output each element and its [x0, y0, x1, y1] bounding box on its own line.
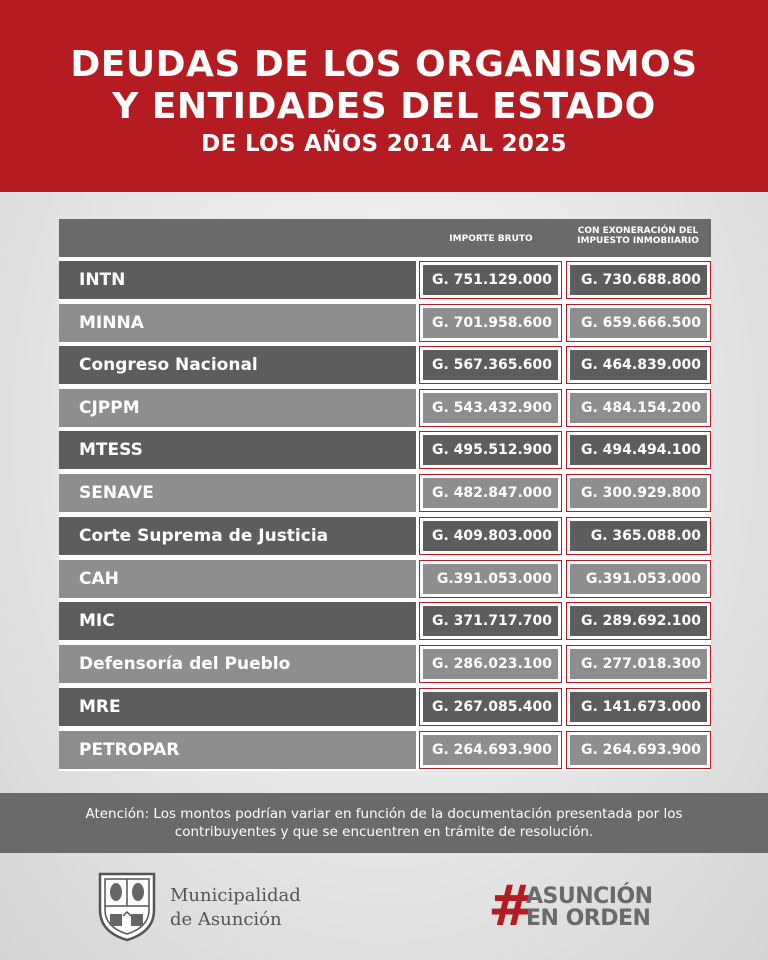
importe-bruto-value: G. 567.365.600	[423, 350, 558, 380]
exoneracion-cell	[566, 304, 711, 342]
importe-bruto-value: G. 495.512.900	[423, 435, 558, 465]
column-header-importe-bruto: IMPORTE BRUTO	[449, 234, 533, 244]
exoneracion-cell	[566, 645, 711, 683]
page-title-line1: DEUDAS DE LOS ORGANISMOS	[70, 44, 698, 85]
importe-bruto-cell	[419, 645, 562, 683]
importe-bruto-value: G. 286.023.100	[423, 649, 558, 679]
entity-name: MINNA	[59, 304, 416, 342]
exoneracion-cell	[566, 731, 711, 769]
exoneracion-value: G. 659.666.500	[570, 308, 707, 338]
importe-bruto-value: G. 482.847.000	[423, 478, 558, 508]
entity-name: INTN	[59, 261, 416, 299]
exoneracion-cell	[566, 346, 711, 384]
importe-bruto-cell	[419, 261, 562, 299]
coat-of-arms-icon	[96, 870, 158, 942]
exoneracion-value: G. 494.494.100	[570, 435, 707, 465]
importe-bruto-value: G. 264.693.900	[423, 735, 558, 765]
municipalidad-logo	[96, 870, 316, 945]
importe-bruto-cell	[419, 474, 562, 512]
entity-name: Defensoría del Pueblo	[59, 645, 416, 683]
exoneracion-cell	[566, 474, 711, 512]
exoneracion-value: G.391.053.000	[570, 564, 707, 594]
importe-bruto-value: G. 751.129.000	[423, 265, 558, 295]
table-row	[59, 261, 711, 299]
exoneracion-value: G. 365.088.00	[570, 521, 707, 551]
disclaimer-line2: contribuyentes y que se encuentren en trámite de resolución.	[174, 824, 594, 840]
header-banner	[0, 0, 768, 192]
importe-bruto-cell	[419, 389, 562, 427]
importe-bruto-cell	[419, 602, 562, 640]
table-row	[59, 645, 711, 683]
page-subtitle: DE LOS AÑOS 2014 AL 2025	[201, 131, 567, 157]
municipalidad-line1: Municipalidad	[170, 885, 301, 906]
exoneracion-value: G. 289.692.100	[570, 606, 707, 636]
table-row	[59, 688, 711, 726]
importe-bruto-value: G. 409.803.000	[423, 521, 558, 551]
importe-bruto-cell	[419, 560, 562, 598]
importe-bruto-value: G. 543.432.900	[423, 393, 558, 423]
entity-name: PETROPAR	[59, 731, 416, 769]
hashtag-line1: ASUNCIÓN	[526, 884, 653, 909]
entity-name: MRE	[59, 688, 416, 726]
exoneracion-cell	[566, 560, 711, 598]
exoneracion-value: G. 141.673.000	[570, 692, 707, 722]
exoneracion-cell	[566, 431, 711, 469]
table-row	[59, 389, 711, 427]
importe-bruto-cell	[419, 346, 562, 384]
table-row	[59, 602, 711, 640]
asuncion-en-orden-logo	[488, 874, 678, 940]
exoneracion-cell	[566, 389, 711, 427]
table-row	[59, 431, 711, 469]
entity-name: SENAVE	[59, 474, 416, 512]
entity-name: MTESS	[59, 431, 416, 469]
table-row	[59, 304, 711, 342]
disclaimer-line1: Atención: Los montos podrían variar en función de la documentación presentada por los	[85, 806, 683, 822]
exoneracion-value: G. 484.154.200	[570, 393, 707, 423]
importe-bruto-cell	[419, 304, 562, 342]
exoneracion-cell	[566, 261, 711, 299]
column-header-exoneracion	[565, 226, 711, 246]
importe-bruto-cell	[419, 731, 562, 769]
entity-name: Corte Suprema de Justicia	[59, 517, 416, 555]
table-row	[59, 474, 711, 512]
exoneracion-value: G. 730.688.800	[570, 265, 707, 295]
municipalidad-name	[170, 884, 301, 932]
debts-table	[59, 219, 711, 771]
hashtag-symbol: #	[488, 874, 535, 939]
hashtag-line2: EN ORDEN	[526, 906, 651, 931]
disclaimer-notice	[0, 793, 768, 853]
column-header-exoneracion-line2: IMPUESTO INMOBIIARIO	[577, 236, 699, 246]
importe-bruto-cell	[419, 688, 562, 726]
exoneracion-value: G. 464.839.000	[570, 350, 707, 380]
table-row	[59, 560, 711, 598]
importe-bruto-value: G.391.053.000	[423, 564, 558, 594]
exoneracion-cell	[566, 517, 711, 555]
exoneracion-cell	[566, 688, 711, 726]
entity-name: Congreso Nacional	[59, 346, 416, 384]
entity-name: MIC	[59, 602, 416, 640]
table-row	[59, 346, 711, 384]
exoneracion-value: G. 300.929.800	[570, 478, 707, 508]
exoneracion-value: G. 264.693.900	[570, 735, 707, 765]
importe-bruto-cell	[419, 431, 562, 469]
entity-name: CAH	[59, 560, 416, 598]
importe-bruto-value: G. 371.717.700	[423, 606, 558, 636]
table-row	[59, 517, 711, 555]
table-header	[59, 219, 711, 257]
municipalidad-line2: de Asunción	[170, 909, 282, 930]
column-header-exoneracion-line1: CON EXONERACIÓN DEL	[577, 226, 699, 236]
importe-bruto-value: G. 701.958.600	[423, 308, 558, 338]
table-row	[59, 731, 711, 769]
exoneracion-value: G. 277.018.300	[570, 649, 707, 679]
page-title-line2: Y ENTIDADES DEL ESTADO	[112, 86, 656, 127]
importe-bruto-value: G. 267.085.400	[423, 692, 558, 722]
exoneracion-cell	[566, 602, 711, 640]
entity-name: CJPPM	[59, 389, 416, 427]
importe-bruto-cell	[419, 517, 562, 555]
